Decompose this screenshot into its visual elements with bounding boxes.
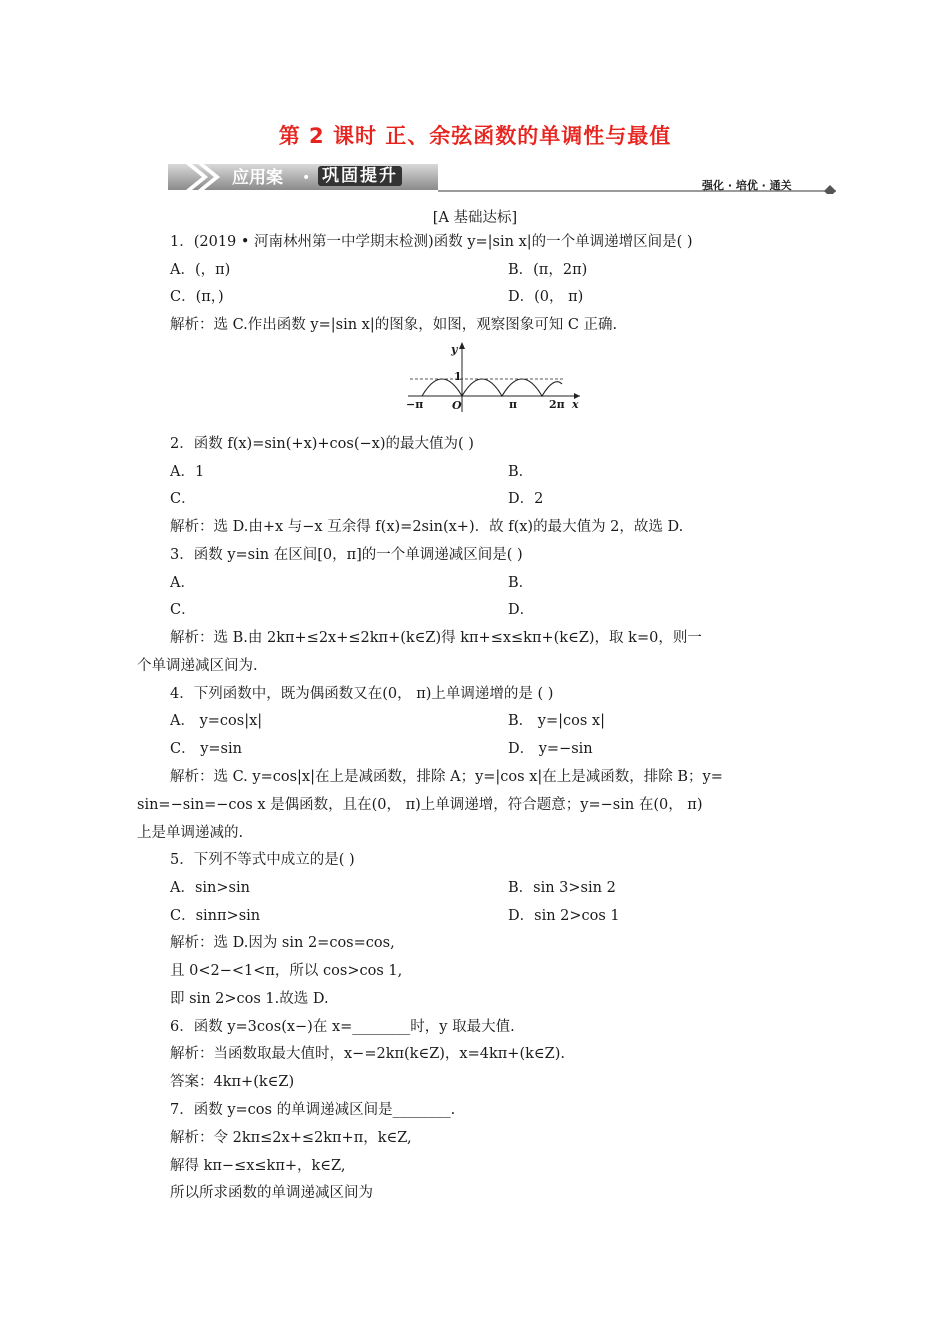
q3-option-c: C． <box>170 602 196 618</box>
question-5: 5．下列不等式中成立的是( ) <box>170 852 355 868</box>
q3-analysis-line1: 解析：选 B.由 2kπ+≤2x+≤2kπ+(k∈Z)得 kπ+≤x≤kπ+(k∈Z)，取 k=0，则一 <box>170 630 702 646</box>
q1-option-d: D．(0， π) <box>508 289 584 305</box>
q7-analysis-line2: 解得 kπ−≤x≤kπ+，k∈Z, <box>170 1158 346 1174</box>
graph-y-label: y <box>451 343 458 356</box>
q5-analysis-line1: 解析：选 D.因为 sin 2=cos=cos, <box>170 935 395 951</box>
graph-pi-label: π <box>509 398 518 411</box>
graph-two-pi-label: 2π <box>549 398 565 411</box>
q1-option-b: B．(π，2π) <box>508 262 588 278</box>
q7-analysis-line1: 解析：令 2kπ≤2x+≤2kπ+π，k∈Z, <box>170 1130 412 1146</box>
q1-option-a: A．(，π) <box>170 262 231 278</box>
question-6: 6．函数 y=3cos(x−)在 x=________时，y 取最大值. <box>170 1019 515 1035</box>
q1-option-c: C．(π，) <box>170 289 224 305</box>
question-4: 4．下列函数中，既为偶函数又在(0， π)上单调递增的是 ( ) <box>170 686 554 702</box>
q4-option-c: C． y=sin <box>170 741 242 757</box>
graph-origin-label: O <box>452 399 462 412</box>
question-3: 3．函数 y=sin 在区间[0，π]的一个单调递减区间是( ) <box>170 547 523 563</box>
q3-option-b: B． <box>508 575 534 591</box>
banner-right-label: 强化 · 培优 · 通关 <box>702 179 792 192</box>
q6-answer: 答案：4kπ+(k∈Z) <box>170 1074 295 1090</box>
q5-option-a: A．sin>sin <box>170 880 250 896</box>
q1-analysis: 解析：选 C.作出函数 y=|sin x|的图象，如图，观察图象可知 C 正确. <box>170 317 618 333</box>
section-heading: [A 基础达标] <box>432 210 518 226</box>
q4-analysis-line3: 上是单调递减的. <box>137 825 244 841</box>
banner-app-label: 应用案 <box>232 168 283 188</box>
q5-option-c: C．sinπ>sin <box>170 908 261 924</box>
question-2: 2．函数 f(x)=sin(+x)+cos(−x)的最大值为( ) <box>170 436 474 452</box>
graph-neg-pi-label: −π <box>406 398 424 411</box>
q4-option-b: B． y=|cos x| <box>508 713 605 729</box>
q4-option-d: D． y=−sin <box>508 741 593 757</box>
q4-analysis-line1: 解析：选 C. y=cos|x|在上是减函数，排除 A；y=|cos x|在上是减函数，排除 B；y= <box>170 769 723 785</box>
question-7: 7．函数 y=cos 的单调递减区间是________. <box>170 1102 456 1118</box>
q3-option-a: A． <box>170 575 195 591</box>
q4-analysis-line2: sin=−sin=−cos x 是偶函数，且在(0， π)上单调递增，符合题意；y=−sin 在(0， π) <box>137 797 703 813</box>
question-1: 1．(2019 • 河南林州第一中学期末检测)函数 y=|sin x|的一个单调递增区间是( ) <box>170 234 693 250</box>
page-title: 第 2 课时 正、余弦函数的单调性与最值 <box>278 124 672 148</box>
q2-option-d: D．2 <box>508 491 544 507</box>
q2-option-b: B． <box>508 464 534 480</box>
q2-option-c: C． <box>170 491 196 507</box>
graph-x-label: x <box>572 398 579 411</box>
q5-option-b: B．sin 3>sin 2 <box>508 880 616 896</box>
q2-option-a: A．1 <box>170 464 205 480</box>
banner-consolidate-label: 巩固提升 <box>318 166 402 186</box>
q5-analysis-line2: 且 0<2−<1<π，所以 cos>cos 1, <box>170 963 403 979</box>
q5-option-d: D．sin 2>cos 1 <box>508 908 620 924</box>
q2-analysis: 解析：选 D.由+x 与−x 互余得 f(x)=2sin(x+)．故 f(x)的最大值为 2，故选 D. <box>170 519 684 535</box>
q3-analysis-line2: 个单调递减区间为. <box>137 658 258 674</box>
graph-one-label: 1 <box>454 370 462 383</box>
q3-option-d: D． <box>508 602 535 618</box>
banner-dot: • <box>302 170 311 186</box>
diamond-icon <box>824 185 836 194</box>
q6-analysis: 解析：当函数取最大值时，x−=2kπ(k∈Z)，x=4kπ+(k∈Z). <box>170 1046 565 1062</box>
q5-analysis-line3: 即 sin 2>cos 1.故选 D. <box>170 991 329 1007</box>
q7-analysis-line3: 所以所求函数的单调递减区间为 <box>170 1185 373 1201</box>
q4-option-a: A． y=cos|x| <box>170 713 263 729</box>
